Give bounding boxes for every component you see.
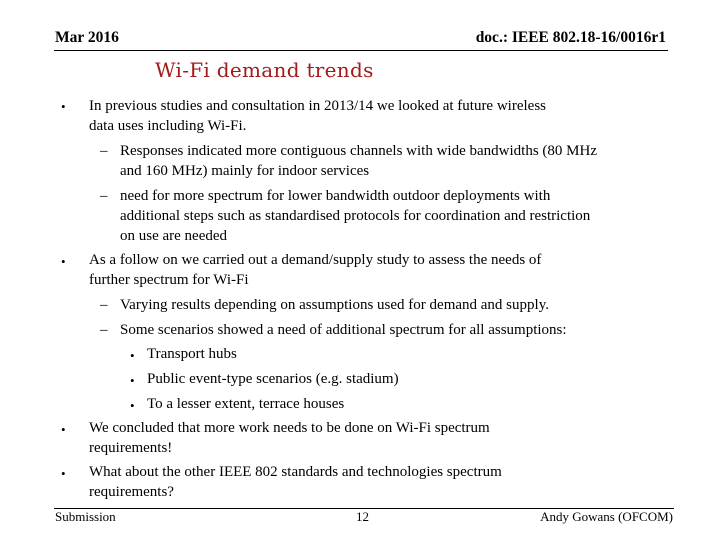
sub-sub-bullet-marker: •	[130, 348, 135, 363]
sub-bullet-marker: –	[100, 188, 108, 204]
footer-author: Andy Gowans (OFCOM)	[540, 509, 673, 524]
bullet-2-line-2: further spectrum for Wi-Fi	[89, 272, 249, 288]
sub-bullet-1-1-line-2: and 160 MHz) mainly for indoor services	[120, 163, 370, 179]
bullet-3-line-2: requirements!	[89, 440, 173, 456]
footer-submission: Submission	[55, 509, 116, 524]
sub-bullet-1-1-line-1: Responses indicated more contiguous channels with wide bandwidths (80 MHz	[120, 143, 597, 159]
sub-bullet-marker: –	[100, 143, 108, 159]
sub-bullet-1-2-line-3: on use are needed	[120, 228, 228, 244]
sub-sub-bullet-marker: •	[130, 373, 135, 388]
sub-sub-bullet-transport-hubs: Transport hubs	[147, 346, 237, 362]
sub-bullet-2-1: Varying results depending on assumptions used for demand and supply.	[120, 297, 549, 313]
bullet-1-line-2: data uses including Wi-Fi.	[89, 118, 247, 134]
sub-bullet-1-2-line-2: additional steps such as standardised protocols for coordination and restriction	[120, 208, 591, 224]
sub-bullet-marker: –	[100, 322, 108, 338]
header-rule	[54, 50, 668, 51]
sub-sub-bullet-marker: •	[130, 398, 135, 413]
slide-title: Wi-Fi demand trends	[155, 58, 374, 82]
bullet-marker: •	[61, 466, 66, 481]
bullet-marker: •	[61, 99, 66, 114]
footer-page-number: 12	[356, 509, 369, 524]
sub-sub-bullet-public-event: Public event-type scenarios (e.g. stadium)	[147, 371, 399, 387]
sub-bullet-2-2: Some scenarios showed a need of additional spectrum for all assumptions:	[120, 322, 567, 338]
bullet-4-line-1: What about the other IEEE 802 standards and technologies spectrum	[89, 464, 502, 480]
sub-sub-bullet-terrace-houses: To a lesser extent, terrace houses	[147, 396, 345, 412]
bullet-marker: •	[61, 422, 66, 437]
sub-bullet-marker: –	[100, 297, 108, 313]
header-doc-number: doc.: IEEE 802.18-16/0016r1	[475, 29, 666, 46]
sub-bullet-1-2-line-1: need for more spectrum for lower bandwidth outdoor deployments with	[120, 188, 551, 204]
bullet-3-line-1: We concluded that more work needs to be done on Wi-Fi spectrum	[89, 420, 490, 436]
bullet-4-line-2: requirements?	[89, 484, 174, 500]
header-date: Mar 2016	[55, 29, 119, 46]
bullet-1-line-1: In previous studies and consultation in 2013/14 we looked at future wireless	[89, 98, 546, 114]
bullet-marker: •	[61, 254, 66, 269]
bullet-2-line-1: As a follow on we carried out a demand/supply study to assess the needs of	[89, 252, 542, 268]
